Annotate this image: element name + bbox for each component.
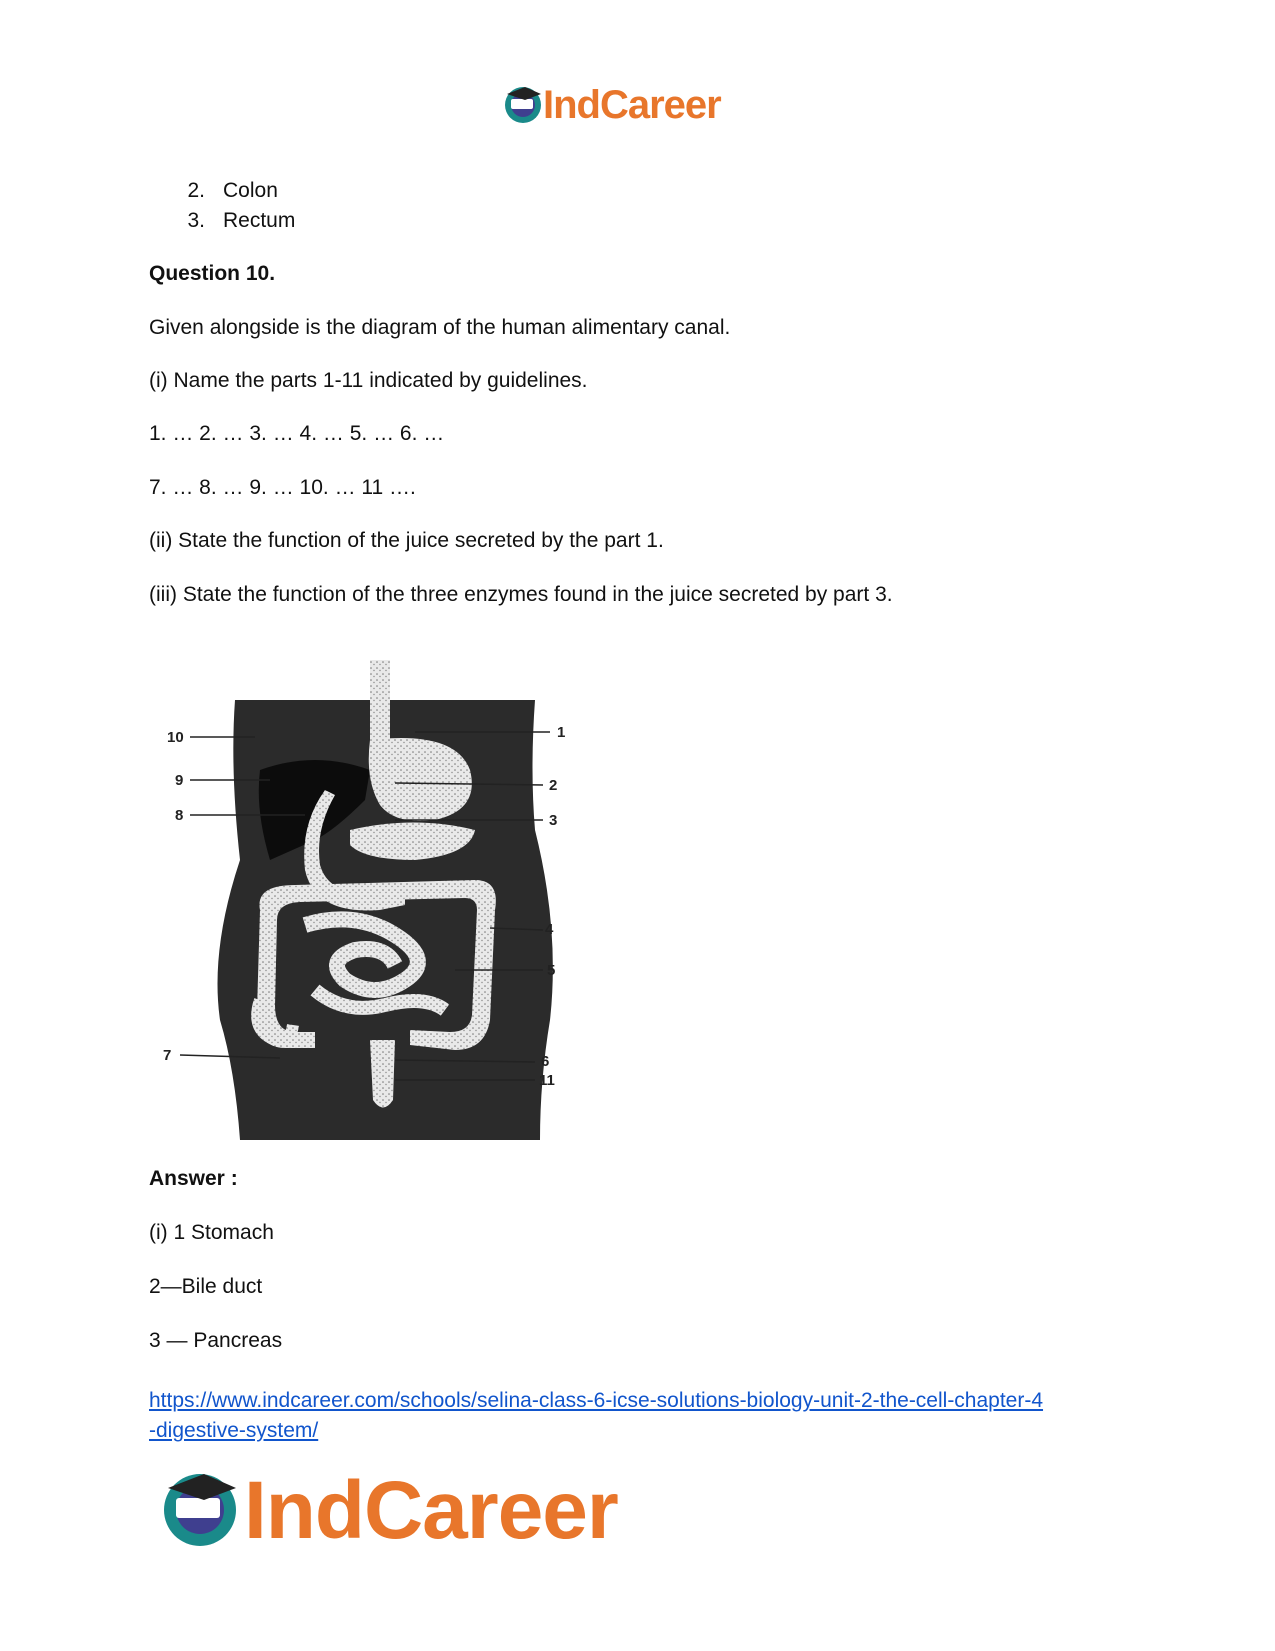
question-part-ii: (ii) State the function of the juice secreted by the part 1. bbox=[149, 529, 664, 552]
answer-line-1: (i) 1 Stomach bbox=[149, 1221, 274, 1244]
indcareer-logo-bottom bbox=[160, 1460, 700, 1560]
question-part-iii: (iii) State the function of the three enzymes found in the juice secreted by part 3. bbox=[149, 583, 893, 606]
logo-text: IndCareer bbox=[244, 1465, 618, 1556]
question-intro: Given alongside is the diagram of the human alimentary canal. bbox=[149, 316, 731, 339]
diagram-label-7: 7 bbox=[163, 1047, 172, 1064]
diagram-label-9: 9 bbox=[175, 772, 184, 789]
continued-list bbox=[149, 176, 295, 236]
question-blanks-1: 1. … 2. … 3. … 4. … 5. … 6. … bbox=[149, 422, 445, 445]
list-item: 3. Rectum bbox=[187, 209, 296, 232]
source-link[interactable]: https://www.indcareer.com/schools/selina-class-6-icse-solutions-biology-unit-2-the-cell-chapter-4 -digestive-system/ bbox=[149, 1389, 1044, 1442]
diagram-label-8: 8 bbox=[175, 807, 184, 824]
list-item: 2. Colon bbox=[187, 179, 278, 202]
answer-line-3: 3 — Pancreas bbox=[149, 1329, 283, 1352]
diagram-label-10: 10 bbox=[167, 729, 184, 746]
diagram-label-5: 5 bbox=[547, 962, 556, 979]
diagram-label-4: 4 bbox=[545, 921, 554, 938]
diagram-label-1: 1 bbox=[557, 724, 566, 741]
answer-heading: Answer : bbox=[149, 1167, 238, 1190]
alimentary-canal-diagram bbox=[165, 660, 625, 1160]
question-heading: Question 10. bbox=[149, 262, 276, 285]
indcareer-logo-top bbox=[503, 80, 773, 130]
diagram-label-3: 3 bbox=[549, 812, 558, 829]
diagram-label-11: 11 bbox=[539, 1072, 555, 1089]
question-part-i: (i) Name the parts 1-11 indicated by guidelines. bbox=[149, 369, 588, 392]
answer-line-2: 2—Bile duct bbox=[149, 1275, 263, 1298]
question-blanks-2: 7. … 8. … 9. … 10. … 11 …. bbox=[149, 476, 416, 499]
diagram-label-6: 6 bbox=[541, 1053, 550, 1070]
diagram-label-2: 2 bbox=[549, 777, 558, 794]
logo-text: IndCareer bbox=[543, 83, 721, 127]
